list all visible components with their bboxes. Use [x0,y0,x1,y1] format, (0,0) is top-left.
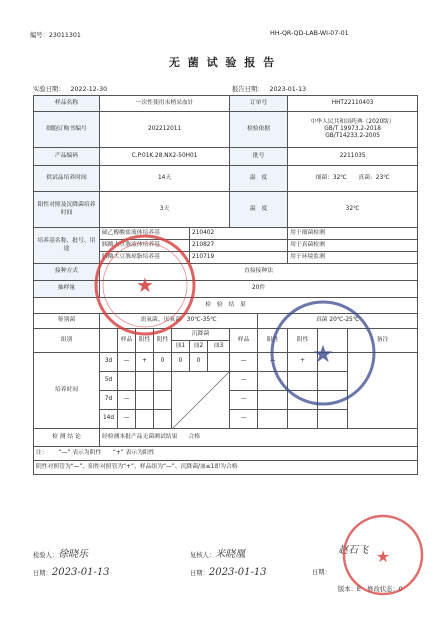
version: 版本：E 修改状态：0 [338,586,403,593]
note-row: 注： “—” 表示为阴性 “+” 表示为阳性 [34,447,418,461]
cell-f-sample: — [230,410,258,429]
media-3-use: 用于环境监测 [288,252,418,264]
svg-text:★: ★ [136,273,154,297]
culture-time-value: 14天 [100,166,230,192]
cell-neg: 0 [154,353,172,372]
strike-line [172,372,229,429]
day-label: 5d [100,372,118,391]
media-label: 培养基名称、批号、用途 [34,228,100,264]
cell-sample: — [118,391,136,410]
sample-qty-value: 20件 [100,281,418,298]
basis-label: 检验依据 [230,112,288,148]
sample-qty-label: 抽样量 [34,281,100,298]
cell-sample: — [118,353,136,372]
basis-value: 中华人民共和国药典（2020版） GB/T 19973.2-2018 GB/T14233.2-2005 [288,112,418,148]
col-dish3: 皿3 [208,341,230,353]
col-dish2: 皿2 [190,341,208,353]
cell-f-sample: — [230,372,258,391]
conclusion-label: 检 测 结 论 [34,429,100,447]
results-title: 检 验 结 果 [34,298,418,314]
form-code: HH-QR-QD-LAB-WI-07-01 [270,30,349,37]
media-2-batch: 210827 [190,240,288,252]
day-label: 3d [100,353,118,372]
conclusion-value: 经检测本批产品无菌测试结果 合格 [100,429,418,447]
batch-label: 批号 [230,148,288,166]
pos-culture-value: 3天 [100,192,230,228]
col-dish1: 皿1 [172,341,190,353]
col-positive: 阳性 [136,329,154,353]
day-label: 14d [100,410,118,429]
culture-time-label: 供试品培养时间 [34,166,100,192]
method-value: 直接接种法 [100,264,418,281]
tester: 检验人：徐晓乐 [33,549,89,560]
cell-f-sample: — [230,353,258,372]
batch-value: 2211035 [288,148,418,166]
report-table [33,95,418,475]
media-2-name: 胰酪大豆胨液体培养基 [100,240,190,252]
sample-name-label: 样品名称 [34,96,100,112]
approver-signature: 赵石飞 [338,545,368,556]
cell-sample: — [118,410,136,429]
sample-name-value: 一次性使用末梢采血针 [100,96,230,112]
media-2-use: 用于真菌检测 [288,240,418,252]
fungi-header: 真菌 20℃-25℃ [258,314,418,329]
report-date: 报告日期： 2023-01-13 [232,86,307,93]
test-date: 实验日期： 2022-12-30 [33,86,108,93]
product-code-value: C.P.01K.28.NX2-50H01 [100,148,230,166]
date-3: 日期： [312,569,331,576]
date-1: 日期：2023-01-13 [33,567,110,578]
col-negative: 阴性 [154,329,172,353]
cell-dish3 [208,353,230,372]
cell-sample [118,372,136,391]
cell-dish2: 0 [190,353,208,372]
col-remark: 备注 [348,329,418,353]
pos-culture-label: 阳性对照及沉降菌培养时间 [34,192,100,228]
cell-f-sample: — [230,391,258,410]
method-label: 接种方式 [34,264,100,281]
temp2-value: 32℃ [288,192,418,228]
temp-label: 温 度 [230,166,288,192]
media-3-name: 胰酪大豆胨琼脂培养基 [100,252,190,264]
cell-f-neg: + [288,353,318,372]
media-1-batch: 210402 [190,228,288,240]
media-3-batch: 210719 [190,252,288,264]
criteria-row: 阴性对照管为“—”、阳性对照管为“+”、样品组为“—”、沉降菌/皿≤1即为合格 [34,461,418,475]
media-1-name: 硫乙醇酸盐流体培养基 [100,228,190,240]
cell-f-pos: — [258,353,288,372]
product-code-label: 产品编码 [34,148,100,166]
reviewer: 复核人：米晓凰 [190,549,246,560]
identify-label: 鉴别菌 [34,314,100,329]
temp2-label: 温 度 [230,192,288,228]
col-settle: 沉降菌 [172,329,230,341]
media-1-use: 用于细菌检测 [288,228,418,240]
col-positive-f: 阳性 [258,329,288,353]
date-2: 日期：2023-01-13 [190,567,267,578]
struck-area [172,372,230,429]
bacteria-header: 需氧菌、厌氧菌 30℃-35℃ [100,314,258,329]
culture-time-group-label: 培养时间 [34,353,100,429]
order-no-label: 订单号 [230,96,288,112]
svg-text:★: ★ [375,547,391,566]
page-title: 无 菌 试 验 报 告 [168,56,277,69]
cell-dish1: 0 [172,353,190,372]
order-no-value: HHT22110403 [288,96,418,112]
day-label: 7d [100,391,118,410]
temp-value: 细菌：32℃ 真菌：23℃ [288,166,418,192]
report-number: 编号：23011301 [30,32,81,39]
spec-value: 202212011 [100,112,230,148]
spec-label: 细胞订购书编号 [34,112,100,148]
cell-pos: + [136,353,154,372]
svg-text:★: ★ [312,340,334,368]
col-sample: 样品 [118,329,136,353]
group-label: 组别 [34,329,100,353]
col-sample-f: 样品 [230,329,258,353]
col-negative-f: 阴性 [288,329,318,353]
